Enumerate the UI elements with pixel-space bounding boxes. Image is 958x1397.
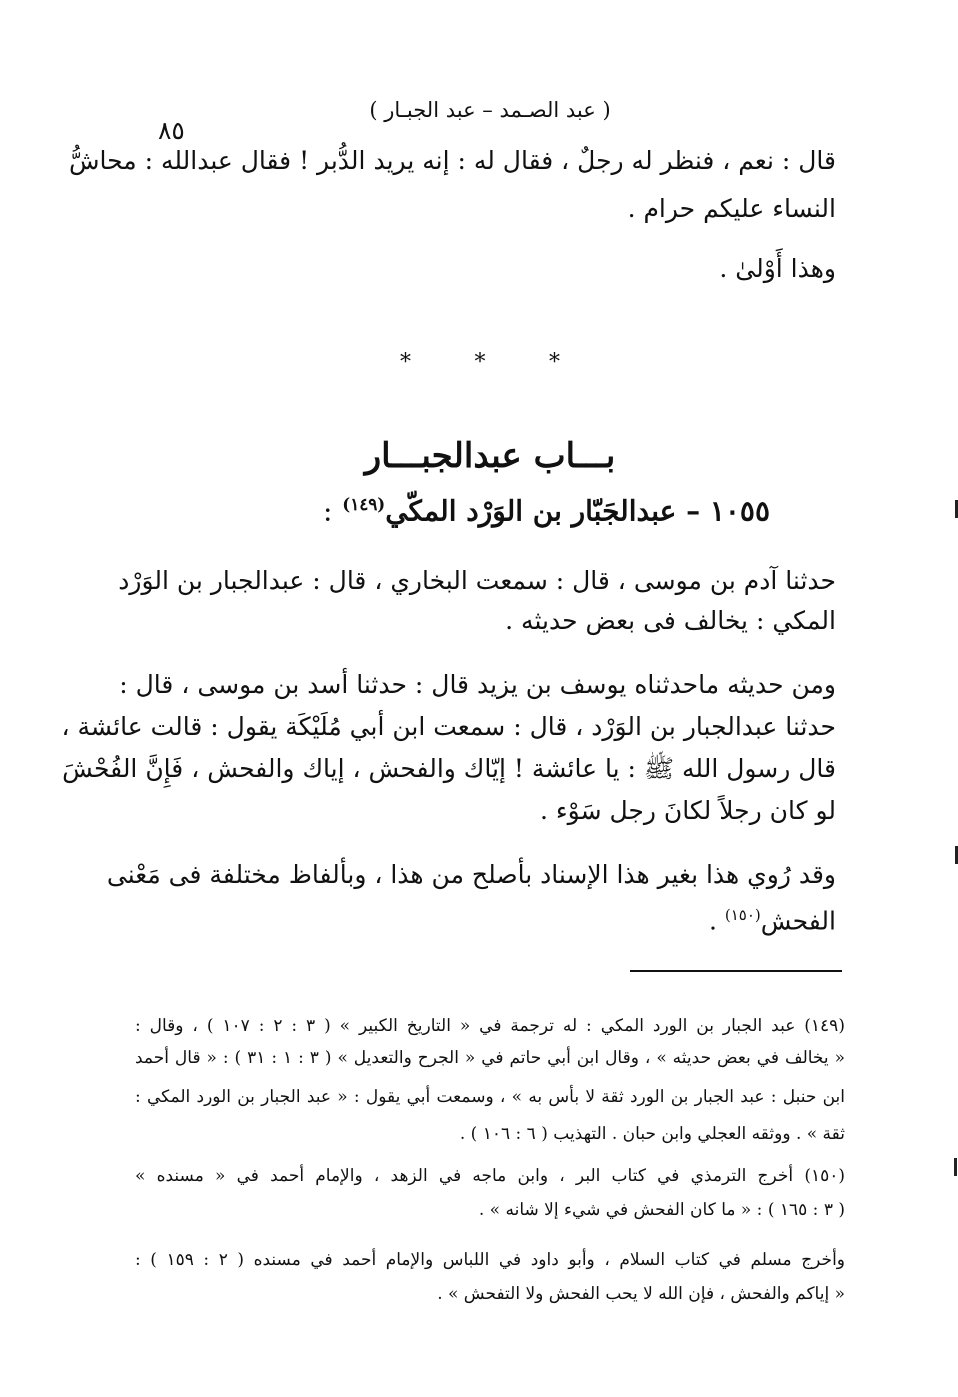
separator-star: * [549, 350, 560, 375]
footnote-line: وأخرج مسلم في كتاب السلام ، وأبو داود في اللباس والإمام أحمد في مسنده ( ٢ : ١٥٩ ) : [135, 1250, 845, 1270]
body-text: الفحش [760, 906, 836, 936]
entry-heading [320, 494, 770, 527]
body-line-with-ref [120, 900, 836, 936]
footnote-line: (١٤٩) عبد الجبار بن الورد المكي : له ترجمة في « التاريخ الكبير » ( ٣ : ٢ : ١٠٧ ) ، وقال : [135, 1016, 845, 1036]
footnote-ref[interactable]: (١٥٠) [724, 906, 761, 924]
footnote-line: ( ٣ : ١٦٥ ) : « ما كان الفحش في شيء إلا شانه » . [478, 1200, 845, 1220]
entry-colon: : [323, 494, 333, 528]
body-line: حدثنا عبدالجبار بن الوَرْد ، قال : سمعت ابن أبي مُلَيْكَة يقول : قالت عائشة ، [61, 712, 836, 741]
body-line: ومن حديثه ماحدثناه يوسف بن يزيد قال : حدثنا أسد بن موسى ، قال : [119, 670, 836, 699]
footnote-line: « يخالف في بعض حديثه » ، وقال ابن أبي حاتم في « الجرح والتعديل » ( ٣ : ١ : ٣١ ) : « قال أحمد [135, 1048, 845, 1068]
footnote-line: (١٥٠) أخرج الترمذي في كتاب البر ، وابن ماجه في الزهد ، والإمام أحمد في « مسنده » [135, 1166, 845, 1186]
page-number: ٨٥ [158, 116, 185, 145]
body-line: وقد رُوي هذا بغير هذا الإسناد بأصلح من هذا ، وبألفاظ مختلفة فى مَعْنى [106, 860, 836, 889]
separator-star: * [400, 350, 411, 375]
footnote-line: ابن حنبل : عبد الجبار بن الورد ثقة لا بأس به » ، وسمعت أبي يقول : « عبد الجبار بن الورد المكي : [135, 1087, 845, 1107]
separator-star: * [474, 350, 486, 375]
body-line: حدثنا آدم بن موسى ، قال : سمعت البخاري ، قال : عبدالجبار بن الوَرْد [118, 566, 836, 595]
footnote-line: ثقة » . ووثقه العجلي وابن حبان . التهذيب ( ٦ : ١٠٦ ) . [459, 1124, 845, 1144]
entry-number-name: ١٠٥٥ – عبدالجَبّار بن الوَرْد المكّي [385, 494, 770, 528]
chapter-title: بـــاب عبدالجبـــار [364, 436, 616, 476]
footnote-divider [630, 970, 842, 972]
running-header: ( عبد الصـمد – عبد الجبـار ) [369, 98, 611, 122]
footnote-line: « إياكم والفحش ، فإن الله لا يحب الفحش ولا التفحش » . [437, 1284, 845, 1304]
footnote-ref[interactable]: (١٤٩) [342, 494, 386, 514]
scan-edge-mark [954, 1158, 957, 1176]
body-line: لو كان رجلاً لكانَ رجل سَوْء . [540, 796, 836, 825]
intro-line: قال : نعم ، فنظر له رجلٌ ، فقال له : إنه يريد الدُّبر ! فقال عبدالله : محاشُّ [68, 146, 836, 175]
section-separator [400, 350, 560, 375]
body-text: . [708, 906, 725, 936]
intro-line: النساء عليكم حرام . [627, 194, 836, 223]
intro-line: وهذا أَوْلىٰ . [719, 254, 836, 283]
body-line: قال رسول الله ﷺ : يا عائشة ! إيّاك والفحش ، إياك والفحش ، فَإِنَّ الفُحْشَ [62, 754, 836, 783]
body-line: المكي : يخالف فى بعض حديثه . [505, 606, 836, 635]
